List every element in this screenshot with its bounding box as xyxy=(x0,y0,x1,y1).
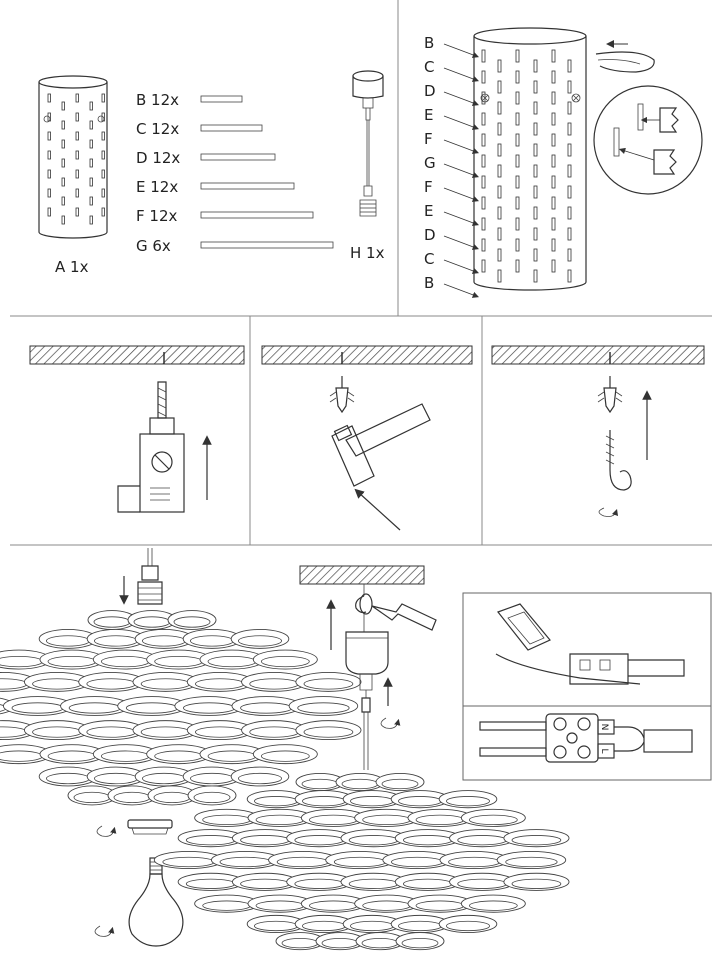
slot-mark xyxy=(516,113,519,125)
cylinder-strip-label: E xyxy=(424,202,434,220)
slot-mark xyxy=(482,71,485,83)
slot-insert-detail xyxy=(594,86,702,194)
slot-mark xyxy=(516,218,519,230)
slot-mark xyxy=(552,176,555,188)
slot-mark xyxy=(90,197,93,205)
slot-mark xyxy=(482,50,485,62)
leader-arrow xyxy=(444,44,476,56)
slot-mark xyxy=(516,92,519,104)
cylinder-strip-label: B xyxy=(424,274,435,292)
slot-mark xyxy=(482,260,485,272)
slot-mark xyxy=(552,92,555,104)
slot-mark xyxy=(568,81,571,93)
part-d-label: D 12x xyxy=(136,149,181,167)
slot-mark xyxy=(552,155,555,167)
slot-mark xyxy=(48,189,51,197)
slot-mark xyxy=(568,228,571,240)
slot-mark xyxy=(102,94,105,102)
slot-mark xyxy=(568,207,571,219)
leader-arrow xyxy=(444,116,476,128)
part-d-strip xyxy=(201,154,275,160)
slot-mark xyxy=(76,113,79,121)
slot-mark xyxy=(498,165,501,177)
slot-mark xyxy=(534,102,537,114)
ceiling-hook-icon xyxy=(606,430,631,490)
leader-arrow xyxy=(444,260,476,272)
slot-mark xyxy=(90,216,93,224)
slot-mark xyxy=(76,151,79,159)
part-g-strip xyxy=(201,242,333,248)
leader-arrow xyxy=(444,236,476,248)
live-terminal-label: L xyxy=(599,748,609,754)
slot-mark xyxy=(534,228,537,240)
slot-mark xyxy=(482,218,485,230)
slot-mark xyxy=(62,159,65,167)
slot-mark xyxy=(90,178,93,186)
slot-mark xyxy=(552,134,555,146)
slot-mark xyxy=(534,81,537,93)
drill-icon xyxy=(118,382,184,512)
anchor-step-panel xyxy=(262,346,472,530)
leader-arrow xyxy=(444,140,476,152)
slot-mark xyxy=(498,123,501,135)
slot-mark xyxy=(568,144,571,156)
drill-step-panel xyxy=(30,346,244,512)
slot-mark xyxy=(90,121,93,129)
slot-mark xyxy=(498,249,501,261)
slot-mark xyxy=(516,134,519,146)
cylinder-strip-label: G xyxy=(424,154,436,172)
socket-cord xyxy=(138,548,162,604)
hook-step-panel xyxy=(492,346,704,517)
slot-mark xyxy=(534,207,537,219)
slot-mark xyxy=(498,102,501,114)
leader-arrow xyxy=(444,188,476,200)
hammer-icon xyxy=(332,404,430,486)
slot-mark xyxy=(102,170,105,178)
socket-ring xyxy=(128,820,172,834)
slot-mark xyxy=(90,140,93,148)
wall-anchor-icon xyxy=(330,376,354,412)
rotate-arrow xyxy=(599,508,616,517)
slot-mark xyxy=(552,113,555,125)
slot-mark xyxy=(516,260,519,272)
part-e-strip xyxy=(201,183,294,189)
slot-mark xyxy=(62,102,65,110)
slot-mark xyxy=(48,132,51,140)
slot-mark xyxy=(62,140,65,148)
slot-mark xyxy=(62,121,65,129)
slot-mark xyxy=(102,208,105,216)
strike-arrow xyxy=(358,492,400,530)
part-a-label: A 1x xyxy=(55,258,89,276)
slot-mark xyxy=(498,81,501,93)
slot-mark xyxy=(568,165,571,177)
slot-mark xyxy=(516,176,519,188)
strip-curl-detail xyxy=(596,44,654,72)
slot-mark xyxy=(552,197,555,209)
slot-mark xyxy=(482,239,485,251)
ceiling-hook-and-canopy xyxy=(346,584,436,770)
part-h-cord-set xyxy=(353,71,383,216)
parts-list-panel xyxy=(39,71,385,276)
neutral-terminal-label: N xyxy=(599,723,609,731)
slot-mark xyxy=(534,165,537,177)
slot-mark xyxy=(568,186,571,198)
rotate-arrow xyxy=(95,926,112,936)
part-e-label: E 12x xyxy=(136,178,179,196)
wall-anchor-icon xyxy=(598,376,622,412)
slot-mark xyxy=(62,216,65,224)
leader-arrow xyxy=(444,212,476,224)
slot-mark xyxy=(102,151,105,159)
slot-mark xyxy=(552,50,555,62)
rotate-arrow xyxy=(97,826,114,836)
cylinder-strip-label: F xyxy=(424,130,433,148)
slot-mark xyxy=(102,132,105,140)
slot-mark xyxy=(482,134,485,146)
slot-mark xyxy=(552,218,555,230)
rotate-arrow xyxy=(381,718,398,728)
cylinder-strip-label: F xyxy=(424,178,433,196)
leader-arrow xyxy=(444,92,476,104)
slot-mark xyxy=(102,189,105,197)
slot-mark xyxy=(568,102,571,114)
cylinder-strip-label: C xyxy=(424,58,435,76)
slot-mark xyxy=(482,155,485,167)
slot-mark xyxy=(48,170,51,178)
slot-mark xyxy=(90,159,93,167)
part-h-label: H 1x xyxy=(350,244,385,262)
slot-mark xyxy=(48,151,51,159)
leader-arrow xyxy=(444,164,476,176)
slot-mark xyxy=(498,60,501,72)
slot-mark xyxy=(62,197,65,205)
cylinder-strip-label: D xyxy=(424,82,436,100)
part-c-label: C 12x xyxy=(136,120,180,138)
slot-mark xyxy=(568,60,571,72)
part-f-strip xyxy=(201,212,313,218)
slot-mark xyxy=(516,71,519,83)
slot-mark xyxy=(498,207,501,219)
leader-arrow xyxy=(444,284,476,296)
slot-mark xyxy=(534,60,537,72)
cylinder-strip-label: C xyxy=(424,250,435,268)
slot-mark xyxy=(516,239,519,251)
light-bulb-icon xyxy=(129,858,183,946)
slot-mark xyxy=(76,170,79,178)
panel-frames xyxy=(10,0,712,545)
slot-mark xyxy=(482,113,485,125)
part-b-strip xyxy=(201,96,242,102)
slot-mark xyxy=(552,260,555,272)
part-c-strip xyxy=(201,125,262,131)
slot-mark xyxy=(482,176,485,188)
slot-mark xyxy=(516,50,519,62)
slot-mark xyxy=(76,132,79,140)
slot-mark xyxy=(498,270,501,282)
slot-mark xyxy=(48,94,51,102)
slot-mark xyxy=(48,208,51,216)
slot-mark xyxy=(516,197,519,209)
part-a-cylinder xyxy=(39,76,107,238)
slot-mark xyxy=(534,144,537,156)
slot-mark xyxy=(76,208,79,216)
leader-arrow xyxy=(444,68,476,80)
part-b-label: B 12x xyxy=(136,91,180,109)
slot-mark xyxy=(76,94,79,102)
slot-mark xyxy=(498,186,501,198)
slot-mark xyxy=(568,249,571,261)
slot-mark xyxy=(568,270,571,282)
slot-mark xyxy=(62,178,65,186)
slot-mark xyxy=(552,71,555,83)
slot-mark xyxy=(498,144,501,156)
slot-mark xyxy=(498,228,501,240)
slot-mark xyxy=(76,189,79,197)
slot-mark xyxy=(534,186,537,198)
slot-mark xyxy=(482,197,485,209)
slot-mark xyxy=(534,249,537,261)
slot-mark xyxy=(552,239,555,251)
strip-layout-panel xyxy=(424,28,702,296)
slot-mark xyxy=(534,123,537,135)
part-f-label: F 12x xyxy=(136,207,178,225)
slot-mark xyxy=(534,270,537,282)
slot-mark xyxy=(516,155,519,167)
cylinder-strip-label: B xyxy=(424,34,435,52)
slot-mark xyxy=(568,123,571,135)
part-g-label: G 6x xyxy=(136,237,171,255)
slot-mark xyxy=(90,102,93,110)
cylinder-strip-label: E xyxy=(424,106,434,124)
cylinder-strip-label: D xyxy=(424,226,436,244)
wiring-panel xyxy=(463,593,711,780)
